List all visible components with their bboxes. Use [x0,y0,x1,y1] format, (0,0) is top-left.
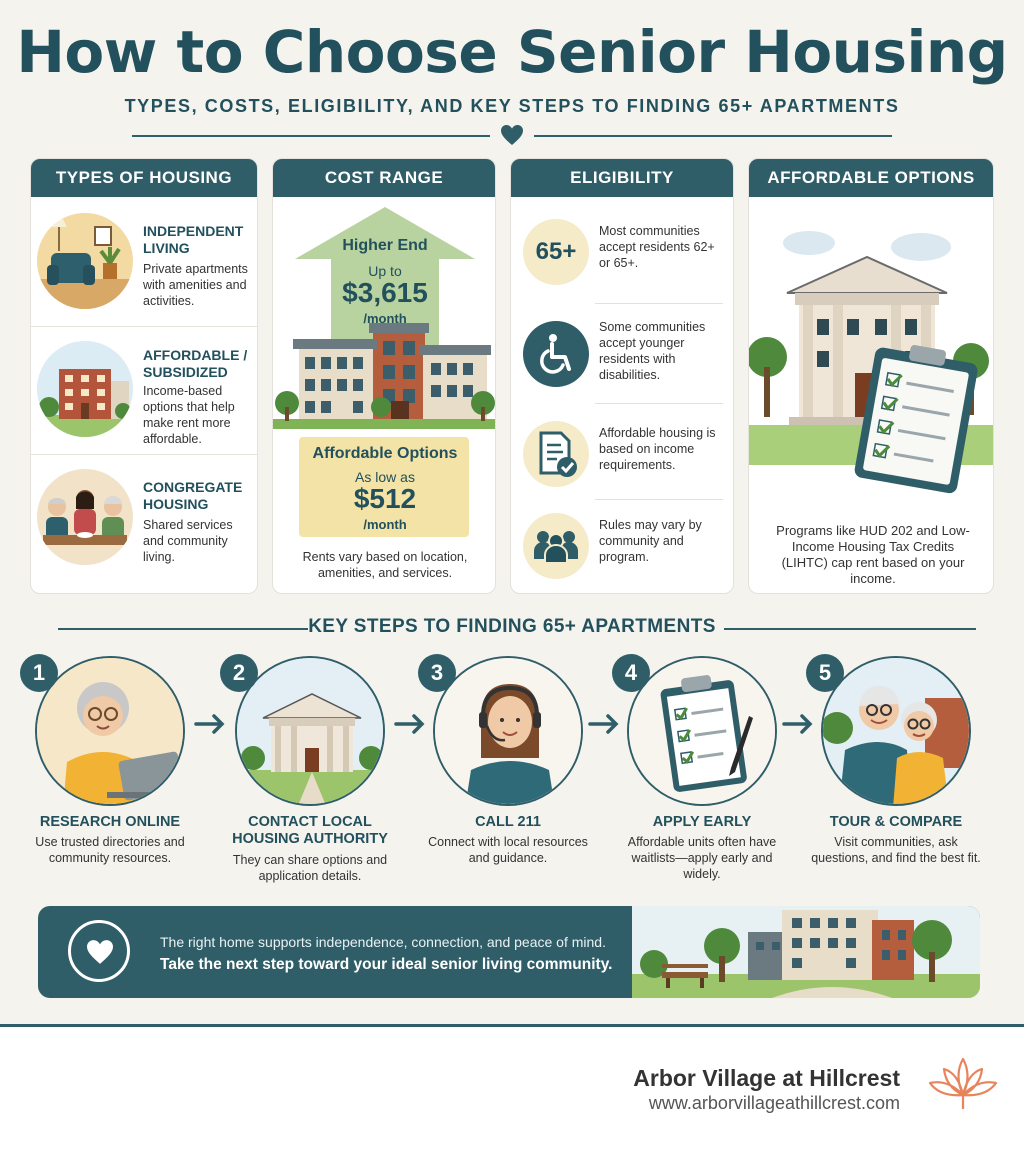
eligibility-item-rules [511,499,733,594]
type-description: Shared services and community living. [143,518,233,564]
step-description: Affordable units often have waitlists—apply early and widely. [627,835,777,881]
arrow-right-icon [780,712,816,736]
step-description: Use trusted directories and community resources. [35,835,185,865]
footer-url[interactable]: www.arborvillageathillcrest.com [648,1093,900,1113]
eligibility-text: Most communities accept residents 62+ or 65+. [599,224,715,270]
affordable-options-card [748,158,994,594]
eligibility-item-disabilities [511,307,733,403]
footer [0,1024,1024,1154]
steps-heading: KEY STEPS TO FINDING 65+ APARTMENTS [308,616,716,637]
people-group-icon [523,513,589,579]
eligibility-heading: ELIGIBILITY [511,159,733,197]
clipboard-checklist-icon [627,656,777,806]
page-title: How to Choose Senior Housing [16,18,1008,86]
high-end-value: $3,615 [342,277,428,308]
high-end-prefix: Up to [368,263,402,279]
government-building-clipboard-icon [749,197,994,517]
cost-range-illustration [273,197,496,593]
closing-banner [38,906,980,998]
step-title: APPLY EARLY [652,814,752,830]
lotus-logo-icon [926,1051,1000,1111]
document-check-icon [523,421,589,487]
affordable-unit: /month [363,517,407,532]
affordable-heading: AFFORDABLE OPTIONS [749,159,993,197]
cost-note: Rents vary based on location, amenities, and services. [302,550,468,580]
senior-couple-icon [821,656,971,806]
community-park-icon [632,906,980,998]
type-title: AFFORDABLE / SUBSIDIZED [143,347,248,380]
age-65-badge-icon: 65+ [523,219,589,285]
eligibility-divider [595,303,723,304]
types-of-housing-card [30,158,258,594]
divider-right [534,135,892,137]
affordable-text: Programs like HUD 202 and Low-Income Housing Tax Credits (LIHTC) cap rent based on your income. [776,523,970,586]
arrow-right-icon [192,712,228,736]
page-subtitle: TYPES, COSTS, ELIGIBILITY, AND KEY STEPS TO FINDING 65+ APARTMENTS [124,96,900,116]
cost-range-card [272,158,496,594]
type-congregate-housing [31,455,257,583]
step-title: CALL 211 [475,814,541,830]
apartment-building-icon [37,341,133,437]
affordable-label: Affordable Options [312,445,458,462]
type-title: INDEPENDENT LIVING [143,223,244,256]
cost-heading: COST RANGE [273,159,495,197]
headset-operator-icon [433,656,583,806]
step-title: RESEARCH ONLINE [39,814,181,830]
step-description: Visit communities, ask questions, and find the best fit. [811,835,981,865]
step-title: CONTACT LOCAL HOUSING AUTHORITY [232,814,388,847]
eligibility-text: Rules may vary by community and program. [599,518,702,564]
shared-dining-icon [37,469,133,565]
arrow-right-icon [392,712,428,736]
eligibility-item-income [511,407,733,503]
eligibility-divider [595,403,723,404]
government-building-icon [235,656,385,806]
senior-laptop-icon [35,656,185,806]
apartment-building-icon [273,323,496,429]
heart-circle-icon [68,920,130,982]
eligibility-text: Affordable housing is based on income requirements. [599,426,716,472]
affordable-value: $512 [353,483,417,514]
step-number: 3 [418,654,456,692]
step-number: 1 [20,654,58,692]
banner-line-2: Take the next step toward your ideal senior living community. [160,956,613,973]
type-affordable-subsidized [31,327,257,455]
step-title: TOUR & COMPARE [829,814,963,830]
arrow-right-icon [586,712,622,736]
high-end-label: Higher End [342,237,428,254]
divider-left [132,135,490,137]
footer-brand: Arbor Village at Hillcrest [633,1065,900,1091]
type-description: Income-based options that help make rent more affordable. [143,384,235,446]
eligibility-item-age [511,205,733,301]
armchair-room-icon [37,213,133,309]
eligibility-card [510,158,734,594]
step-description: They can share options and application details. [232,853,388,883]
step-number: 4 [612,654,650,692]
step-description: Connect with local resources and guidance. [428,835,588,865]
step-number: 2 [220,654,258,692]
high-end-unit: /month [363,311,407,326]
wheelchair-icon [523,321,589,387]
types-heading: TYPES OF HOUSING [31,159,257,197]
affordable-prefix: As low as [355,469,415,485]
banner-line-1: The right home supports independence, connection, and peace of mind. [160,934,606,950]
type-description: Private apartments with amenities and activities. [143,262,248,308]
step-number: 5 [806,654,844,692]
type-independent-living [31,199,257,327]
heart-icon [500,124,524,146]
type-title: CONGREGATE HOUSING [143,479,243,512]
eligibility-text: Some communities accept younger residents with disabilities. [599,320,706,382]
